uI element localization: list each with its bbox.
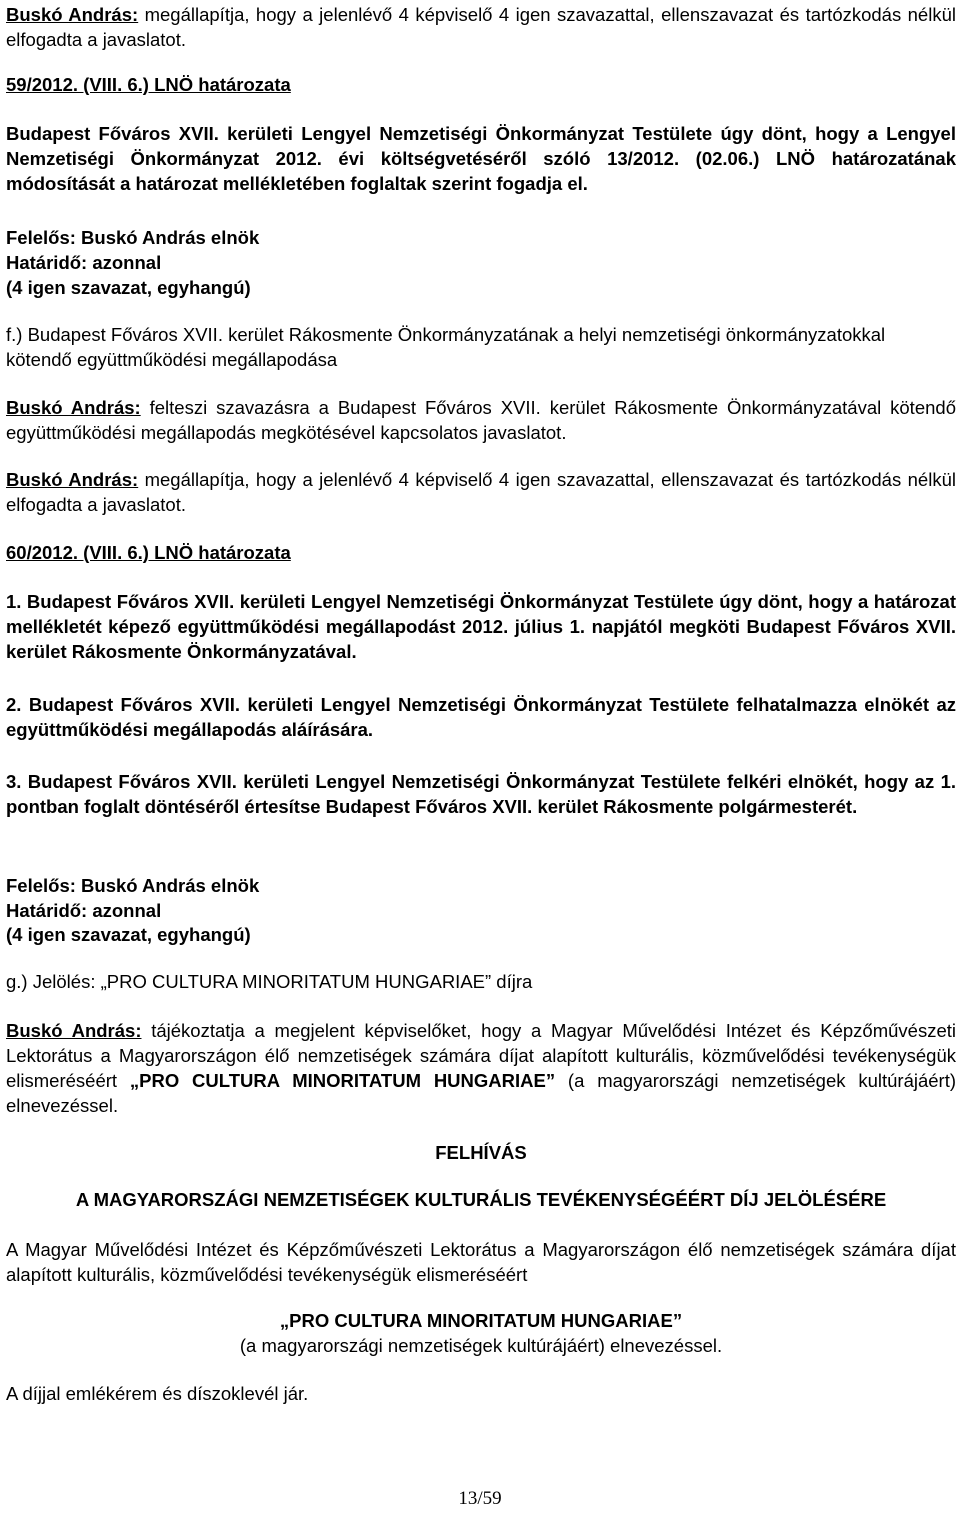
resolution-59-vote: (4 igen szavazat, egyhangú) [6,277,251,298]
call-subtitle: A MAGYARORSZÁGI NEMZETISÉGEK KULTURÁLIS TEVÉKENYSÉGÉÉRT DÍJ JELÖLÉSÉRE [75,1189,887,1210]
item-g-statement: Buskó András: tájékoztatja a megjelent képviselőket, hogy a Magyar Művelődési Intézet és Képzőművészeti Lektorátus a Magyarországon élő nemzetiségek számára díjat alapított kulturális, közművelődési tevékenységük elismeréséért „PRO CULTURA MINORITATUM HUNGARIAE” (a magyarországi nemzetiségek kultúrájáért) elnevezéssel. [6,1020,957,1116]
resolution-59-title: 59/2012. (VIII. 6.) LNÖ határozata [6,74,291,95]
speaker-name: Buskó András: [6,4,139,25]
call-award-subtitle: (a magyarországi nemzetiségek kultúrájáért) elnevezéssel. [239,1335,723,1356]
resolution-59-deadline: Határidő: azonnal [6,252,162,273]
agenda-item-g: g.) Jelölés: „PRO CULTURA MINORITATUM HUNGARIAE” díjra [6,971,533,992]
resolution-60-point-3: 3. Budapest Főváros XVII. kerületi Lengyel Nemzetiségi Önkormányzat Testülete felkéri elnökét, hogy az 1. pontban foglalt döntéséről értesítse Budapest Főváros XVII. kerület Rákosmente polgármesterét. [6,771,956,817]
resolution-60-deadline: Határidő: azonnal [6,900,162,921]
item-f-statement: Buskó András: felteszi szavazásra a Budapest Főváros XVII. kerület Rákosmente Önkormányzatával kötendő együttműködési megállapodás megkötésével kapcsolatos javaslatot. [6,397,956,443]
call-body: A Magyar Művelődési Intézet és Képzőművészeti Lektorátus a Magyarországon élő nemzetiségek számára díjat alapított kulturális, közművelődési tevékenységük elismeréséért [6,1239,956,1285]
call-award-name: „PRO CULTURA MINORITATUM HUNGARIAE” [279,1310,683,1331]
resolution-60-title: 60/2012. (VIII. 6.) LNÖ határozata [6,542,291,563]
vote-statement-2: Buskó András: megállapítja, hogy a jelenlévő 4 képviselő 4 igen szavazattal, ellenszavazat és tartózkodás nélkül elfogadta a javaslatot. [6,469,956,515]
resolution-59-body: Budapest Főváros XVII. kerületi Lengyel Nemzetiségi Önkormányzat Testülete úgy dönt, hogy a Lengyel Nemzetiségi Önkormányzat 2012. évi költségvetéséről szóló 13/2012. (02.06.) LNÖ határozatának módosítását a határozat mellékletében foglaltak szerint fogadja el. [6,123,956,194]
award-name: „PRO CULTURA MINORITATUM HUNGARIAE” [129,1070,556,1091]
resolution-60-point-1: 1. Budapest Főváros XVII. kerületi Lengyel Nemzetiségi Önkormányzat Testülete úgy dönt, hogy a határozat mellékletét képező együttműködési megállapodást 2012. július 1. napjától megköti Budapest Főváros XVII. kerület Rákosmente Önkormányzatával. [6,591,956,662]
speaker-name: Buskó András: [6,397,141,418]
agenda-item-f: f.) Budapest Főváros XVII. kerület Rákosmente Önkormányzatának a helyi nemzetiségi önkormányzatokkal kötendő együttműködési megállapodása [6,324,886,370]
resolution-60-responsible: Felelős: Buskó András elnök [6,875,260,896]
speaker-name: Buskó András: [6,1020,142,1041]
vote-statement-1: Buskó András: megállapítja, hogy a jelenlévő 4 képviselő 4 igen szavazattal, ellenszavazat és tartózkodás nélkül elfogadta a javaslatot. [6,4,956,50]
resolution-60-vote: (4 igen szavazat, egyhangú) [6,924,251,945]
page-number: 13/59 [458,1488,502,1509]
call-title: FELHÍVÁS [435,1142,527,1163]
speaker-name: Buskó András: [6,469,139,490]
resolution-60-point-2: 2. Budapest Főváros XVII. kerületi Lengyel Nemzetiségi Önkormányzat Testülete felhatalmazza elnökét az együttműködési megállapodás aláírására. [6,694,956,740]
call-closing: A díjjal emlékérem és díszoklevél jár. [6,1383,309,1404]
resolution-59-responsible: Felelős: Buskó András elnök [6,227,260,248]
